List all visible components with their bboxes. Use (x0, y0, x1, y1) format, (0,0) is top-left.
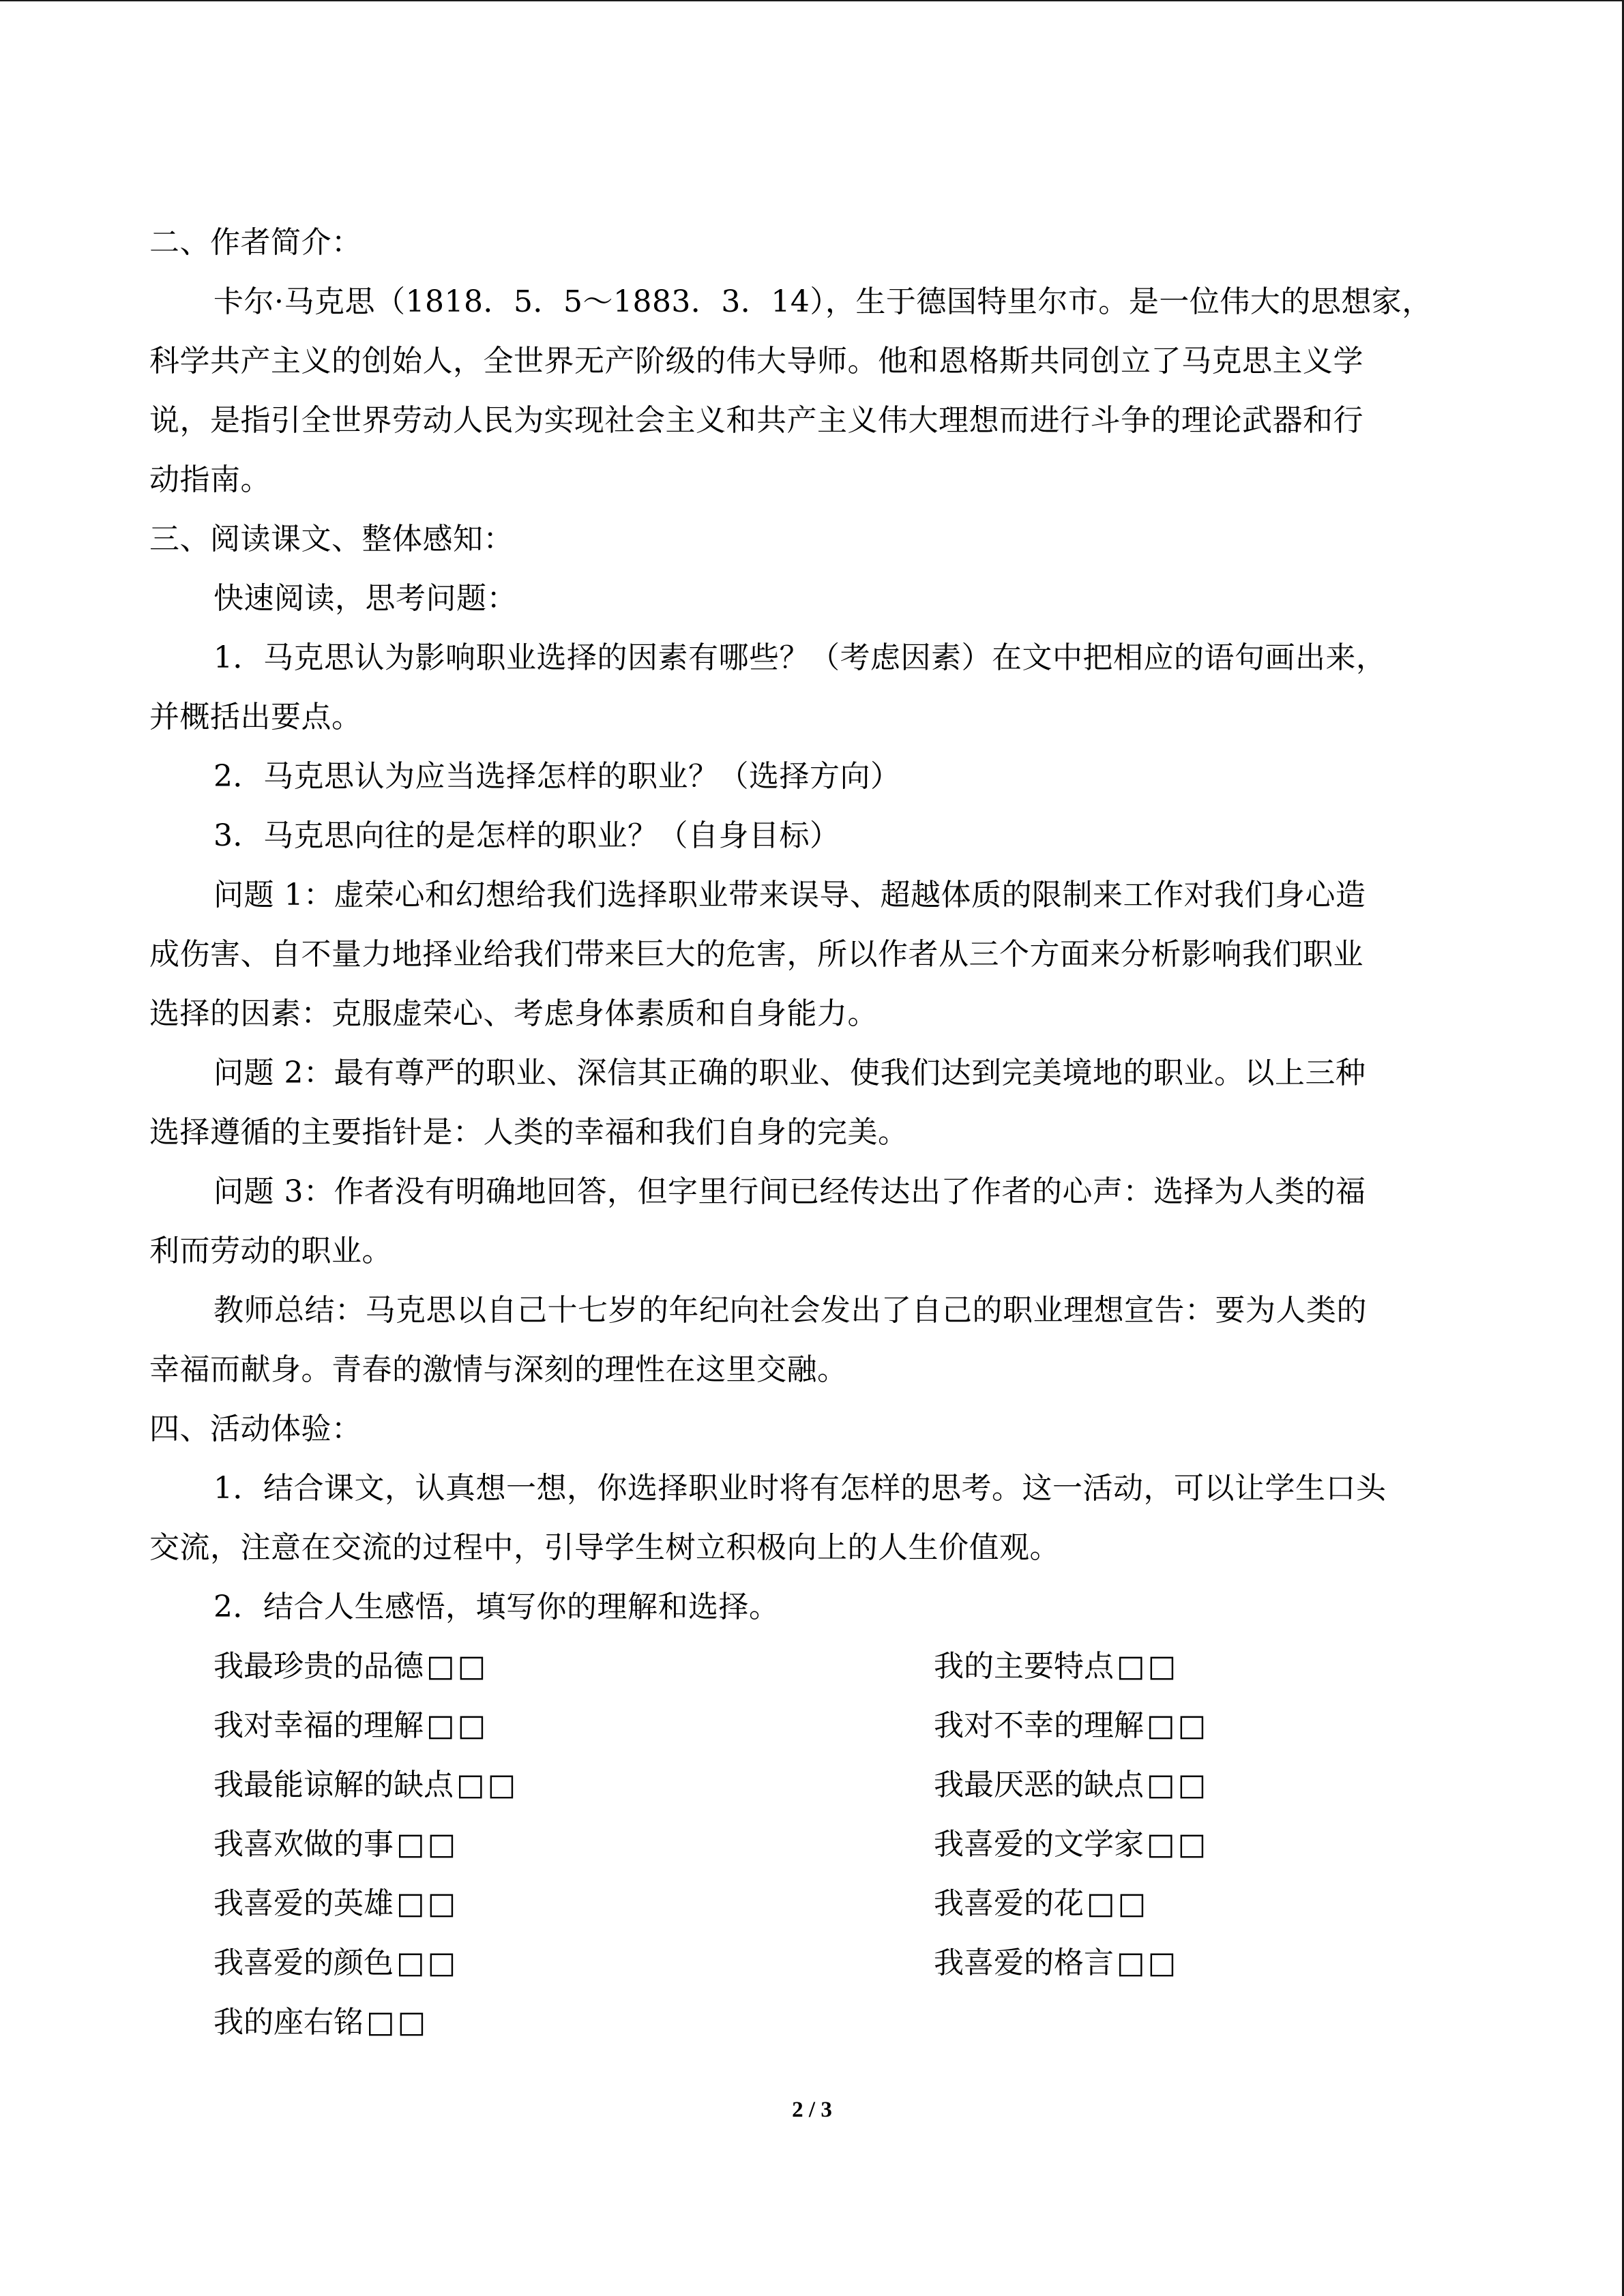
answer-3-line: 问题 3：作者没有明确地回答，但字里行间已经传达出了作者的心声：选择为人类的福 (213, 1174, 1366, 1209)
page-number: 2 / 3 (792, 2098, 832, 2122)
fill-in-prompt: 我最珍贵的品德 (213, 1649, 424, 1684)
fill-in-item (213, 1933, 458, 1993)
fill-in-item (213, 1755, 518, 1815)
fill-in-prompt: 我喜欢做的事 (213, 1827, 394, 1862)
fill-in-item (934, 1755, 1209, 1815)
answer-1-line: 选择的因素：克服虚荣心、考虑身体素质和自身能力。 (149, 996, 878, 1031)
answer-blank: □□ (1087, 1886, 1149, 1921)
fill-in-row (149, 1993, 1475, 2052)
fill-in-item (934, 1815, 1209, 1874)
answer-blank: □□ (426, 1708, 489, 1743)
fill-in-prompt: 我的座右铭 (213, 2005, 364, 2040)
bio-line: 动指南。 (149, 462, 271, 497)
fill-in-prompt: 我对不幸的理解 (934, 1708, 1144, 1743)
answer-blank: □□ (426, 1649, 489, 1684)
fill-in-row (149, 1696, 1475, 1755)
fill-in-prompt: 我对幸福的理解 (213, 1708, 424, 1743)
fill-in-item (934, 1637, 1179, 1696)
answer-blank: □□ (396, 1827, 459, 1862)
question-1-line: 并概括出要点。 (149, 700, 362, 734)
answer-1-line: 成伤害、自不量力地择业给我们带来巨大的危害，所以作者从三个方面来分析影响我们职业 (149, 937, 1363, 972)
teacher-summary-line: 幸福而献身。青春的激情与深刻的理性在这里交融。 (149, 1352, 848, 1387)
bio-line: 科学共产主义的创始人，全世界无产阶级的伟大导师。他和恩格斯共同创立了马克思主义学 (149, 344, 1363, 378)
fill-in-row (149, 1637, 1475, 1696)
answer-blank: □□ (1147, 1768, 1209, 1802)
fill-in-prompt: 我的主要特点 (934, 1649, 1114, 1684)
fill-in-item (213, 1815, 458, 1874)
answer-2-line: 问题 2：最有尊严的职业、深信其正确的职业、使我们达到完美境地的职业。以上三种 (213, 1056, 1366, 1090)
fill-in-row (149, 1815, 1475, 1874)
answer-blank: □□ (1147, 1708, 1209, 1743)
answer-blank: □□ (1147, 1827, 1209, 1862)
fill-in-prompt: 我喜爱的颜色 (213, 1945, 394, 1980)
answer-1-line: 问题 1：虚荣心和幻想给我们选择职业带来误导、超越体质的限制来工作对我们身心造 (213, 878, 1366, 912)
fill-in-prompt: 我喜爱的英雄 (213, 1886, 394, 1921)
fill-in-prompt: 我喜爱的格言 (934, 1945, 1114, 1980)
answer-blank: □□ (396, 1886, 459, 1921)
page-content (149, 213, 1475, 2052)
activity-2: 2．结合人生感悟，填写你的理解和选择。 (213, 1590, 780, 1624)
fill-in-item (213, 1696, 488, 1755)
question-1-line: 1．马克思认为影响职业选择的因素有哪些？（考虑因素）在文中把相应的语句画出来， (213, 640, 1387, 675)
fill-in-item (213, 1874, 458, 1933)
fill-in-row (149, 1874, 1475, 1933)
fill-in-prompt: 我喜爱的文学家 (934, 1827, 1144, 1862)
section-heading-activity: 四、活动体验： (149, 1412, 362, 1446)
bio-line: 说，是指引全世界劳动人民为实现社会主义和共产主义伟大理想而进行斗争的理论武器和行 (149, 403, 1363, 438)
answer-blank: □□ (456, 1768, 519, 1802)
fill-in-item (934, 1696, 1209, 1755)
answer-blank: □□ (396, 1945, 459, 1980)
question-3: 3．马克思向往的是怎样的职业？（自身目标） (213, 818, 840, 853)
activity-1-line: 交流，注意在交流的过程中，引导学生树立积极向上的人生价值观。 (149, 1530, 1060, 1565)
bio-line: 卡尔·马克思（1818．5．5～1883．3．14），生于德国特里尔市。是一位伟大的思想家， (213, 284, 1432, 319)
answer-blank: □□ (1117, 1649, 1179, 1684)
teacher-summary-line: 教师总结：马克思以自己十七岁的年纪向社会发出了自己的职业理想宣告：要为人类的 (213, 1293, 1367, 1328)
fill-in-row (149, 1755, 1475, 1815)
section-heading-reading: 三、阅读课文、整体感知： (149, 522, 514, 556)
fill-in-prompt: 我最厌恶的缺点 (934, 1768, 1144, 1802)
activity-1-line: 1．结合课文，认真想一想，你选择职业时将有怎样的思考。这一活动，可以让学生口头 (213, 1471, 1387, 1506)
answer-2-line: 选择遵循的主要指针是：人类的幸福和我们自身的完美。 (149, 1115, 909, 1150)
answer-3-line: 利而劳动的职业。 (149, 1234, 392, 1268)
fill-in-prompt: 我最能谅解的缺点 (213, 1768, 454, 1802)
fill-in-item (213, 1637, 488, 1696)
fill-in-row (149, 1933, 1475, 1993)
question-2: 2．马克思认为应当选择怎样的职业？（选择方向） (213, 759, 901, 794)
page-border-top (0, 0, 1624, 1)
fill-in-prompt: 我喜爱的花 (934, 1886, 1084, 1921)
fill-in-item (934, 1933, 1179, 1993)
section-heading-author-intro: 二、作者简介： (149, 225, 362, 260)
reading-intro: 快速阅读，思考问题： (213, 581, 517, 616)
fill-in-item (213, 1993, 428, 2052)
answer-blank: □□ (1117, 1945, 1179, 1980)
answer-blank: □□ (366, 2005, 429, 2040)
fill-in-item (934, 1874, 1149, 1933)
